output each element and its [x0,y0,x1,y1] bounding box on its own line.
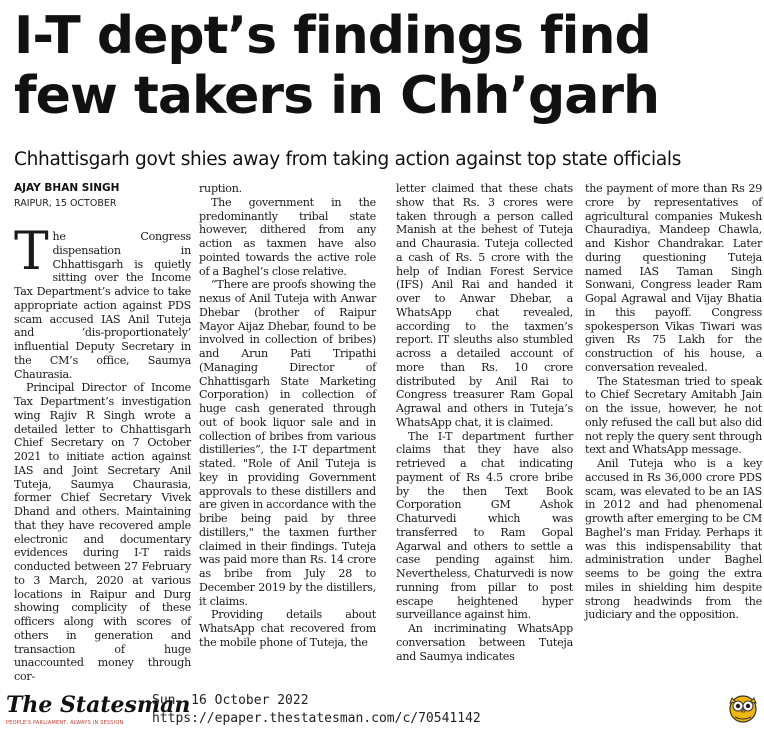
owl-icon [726,690,760,724]
paragraph: The I-T department further claims that they have also retrieved a chat indicating payment of Rs 4.5 crore bribe by the then Text Book Corporation GM Ashok Chaturvedi which was transferred to Ram Gopal Agarwal and others to settle a case pending against him. Nevertheless, Chaturvedi is now running from pillar to post escape heightened hyper surveillance against him. [396,429,573,622]
publication-date: Sun, 16 October 2022 [152,693,309,708]
statesman-logo: The Statesman [6,692,191,718]
article-column-1 [14,222,191,684]
paragraph: ruption. [199,182,242,195]
article-column-3 [396,182,573,663]
article-column-2 [199,182,376,650]
byline: AJAY BHAN SINGH [14,182,120,194]
paragraph: Anil Tuteja who is a key accused in Rs 36,000 crore PDS scam, was elevated to be an IAS in 2012 and had phenomenal growth after emerging to be CM Baghel’s man Friday. Perhaps it was this indispensability that administration under Baghel seems to be going the extra miles in shielding him despite strong headwinds from the judiciary and the opposition. [585,457,762,622]
subheadline: Chhattisgarh govt shies away from taking action against top state officials [14,149,682,170]
paragraph: The government in the predominantly tribal state however, dithered from any action as taxmen have also pointed towards the active role of a Baghel’s close relative. [199,195,376,278]
article-column-4 [585,182,762,622]
dateline: RAIPUR, 15 OCTOBER [14,198,117,209]
source-url[interactable]: https://epaper.thestatesman.com/c/70541142 [152,711,481,726]
headline [14,6,754,126]
logo-tagline: PEOPLE'S PARLIAMENT, ALWAYS IN SESSION [6,720,124,726]
headline-line-2: few takers in Chh’garh [14,66,660,126]
source-info [152,692,481,728]
headline-line-1: I-T dept’s findings find [14,6,651,66]
paragraph: “There are proofs showing the nexus of Anil Tuteja with Anwar Dhebar (brother of Raipur Mayor Aijaz Dhebar, found to be involved in collection of bribes) and Arun Pati Tripathi (Managing Director of Chhattisgarh State Marketing Corporation) in collection of huge cash generated through out of book liquor sale and in collection of bribes from various distilleries”, the I-T department stated. "Role of Anil Tuteja is key in providing Government approvals to these distillers and are given in accordance with the bribe being paid by three distillers," the taxmen further claimed in their findings. Tuteja was paid more than Rs. 14 crore as bribe from July 28 to December 2019 by the distillers, it claims. [199,278,376,608]
paragraph: Providing details about WhatsApp chat recovered from the mobile phone of Tuteja, the [199,608,376,649]
paragraph-text: he Congress dispensation in Chhattisgarh is quietly sitting over the Income Tax Department’s advice to take appropriate action against PDS scam accused IAS Anil Tuteja and ‘dis-proportionately’ influential Deputy Secretary in the CM’s office, Saumya Chaurasia. [14,230,191,381]
paragraph: An incriminating WhatsApp conversation between Tuteja and Saumya indicates [396,622,573,663]
drop-cap: T [14,222,49,282]
paragraph: The Statesman tried to speak to Chief Secretary Amitabh Jain on the issue, however, he not only refused the call but also did not reply the query sent through text and WhatsApp message. [585,374,762,457]
paragraph: Principal Director of Income Tax Department’s investigation wing Rajiv R Singh wrote a detailed letter to Chhattisgarh Chief Secretary on 7 October 2021 to initiate action against IAS and Joint Secretary Anil Tuteja, Saumya Chaurasia, former Chief Secretary Vivek Dhand and others. Maintaining that they have recovered ample electronic and documentary evidences during I-T raids conducted between 27 February to 3 March, 2020 at various locations in Raipur and Durg showing complicity of these officers along with scores of others in generation and transaction of huge unaccounted money through cor- [14,381,191,683]
paragraph: letter claimed that these chats show that Rs. 3 crores were taken through a person called Manish at the behest of Tuteja and Chaurasia. Tuteja collected a cash of Rs. 5 crore with the help of Indian Forest Service (IFS) Anil Rai and handed it over to Anwar Dhebar, a WhatsApp chat revealed, according to the taxmen’s report. IT sleuths also stumbled across a detailed account of more than Rs. 10 crore distributed by Anil Rai to Congress treasurer Ram Gopal Agrawal and others in Tuteja’s WhatsApp chat, it is claimed. [396,182,573,429]
paragraph: the payment of more than Rs 29 crore by representatives of agricultural companies Mukesh Chauradiya, Mandeep Chawla, and Kishor Chandrakar. Later during questioning Tuteja named IAS Taman Singh Sonwani, Congress leader Ram Gopal Agrawal and Vijay Bhatia in this payoff. Congress spokesperson Vikas Tiwari was given Rs 75 Lakh for the construction of his house, a conversation revealed. [585,182,762,374]
paragraph [14,222,191,381]
footer [0,690,764,732]
